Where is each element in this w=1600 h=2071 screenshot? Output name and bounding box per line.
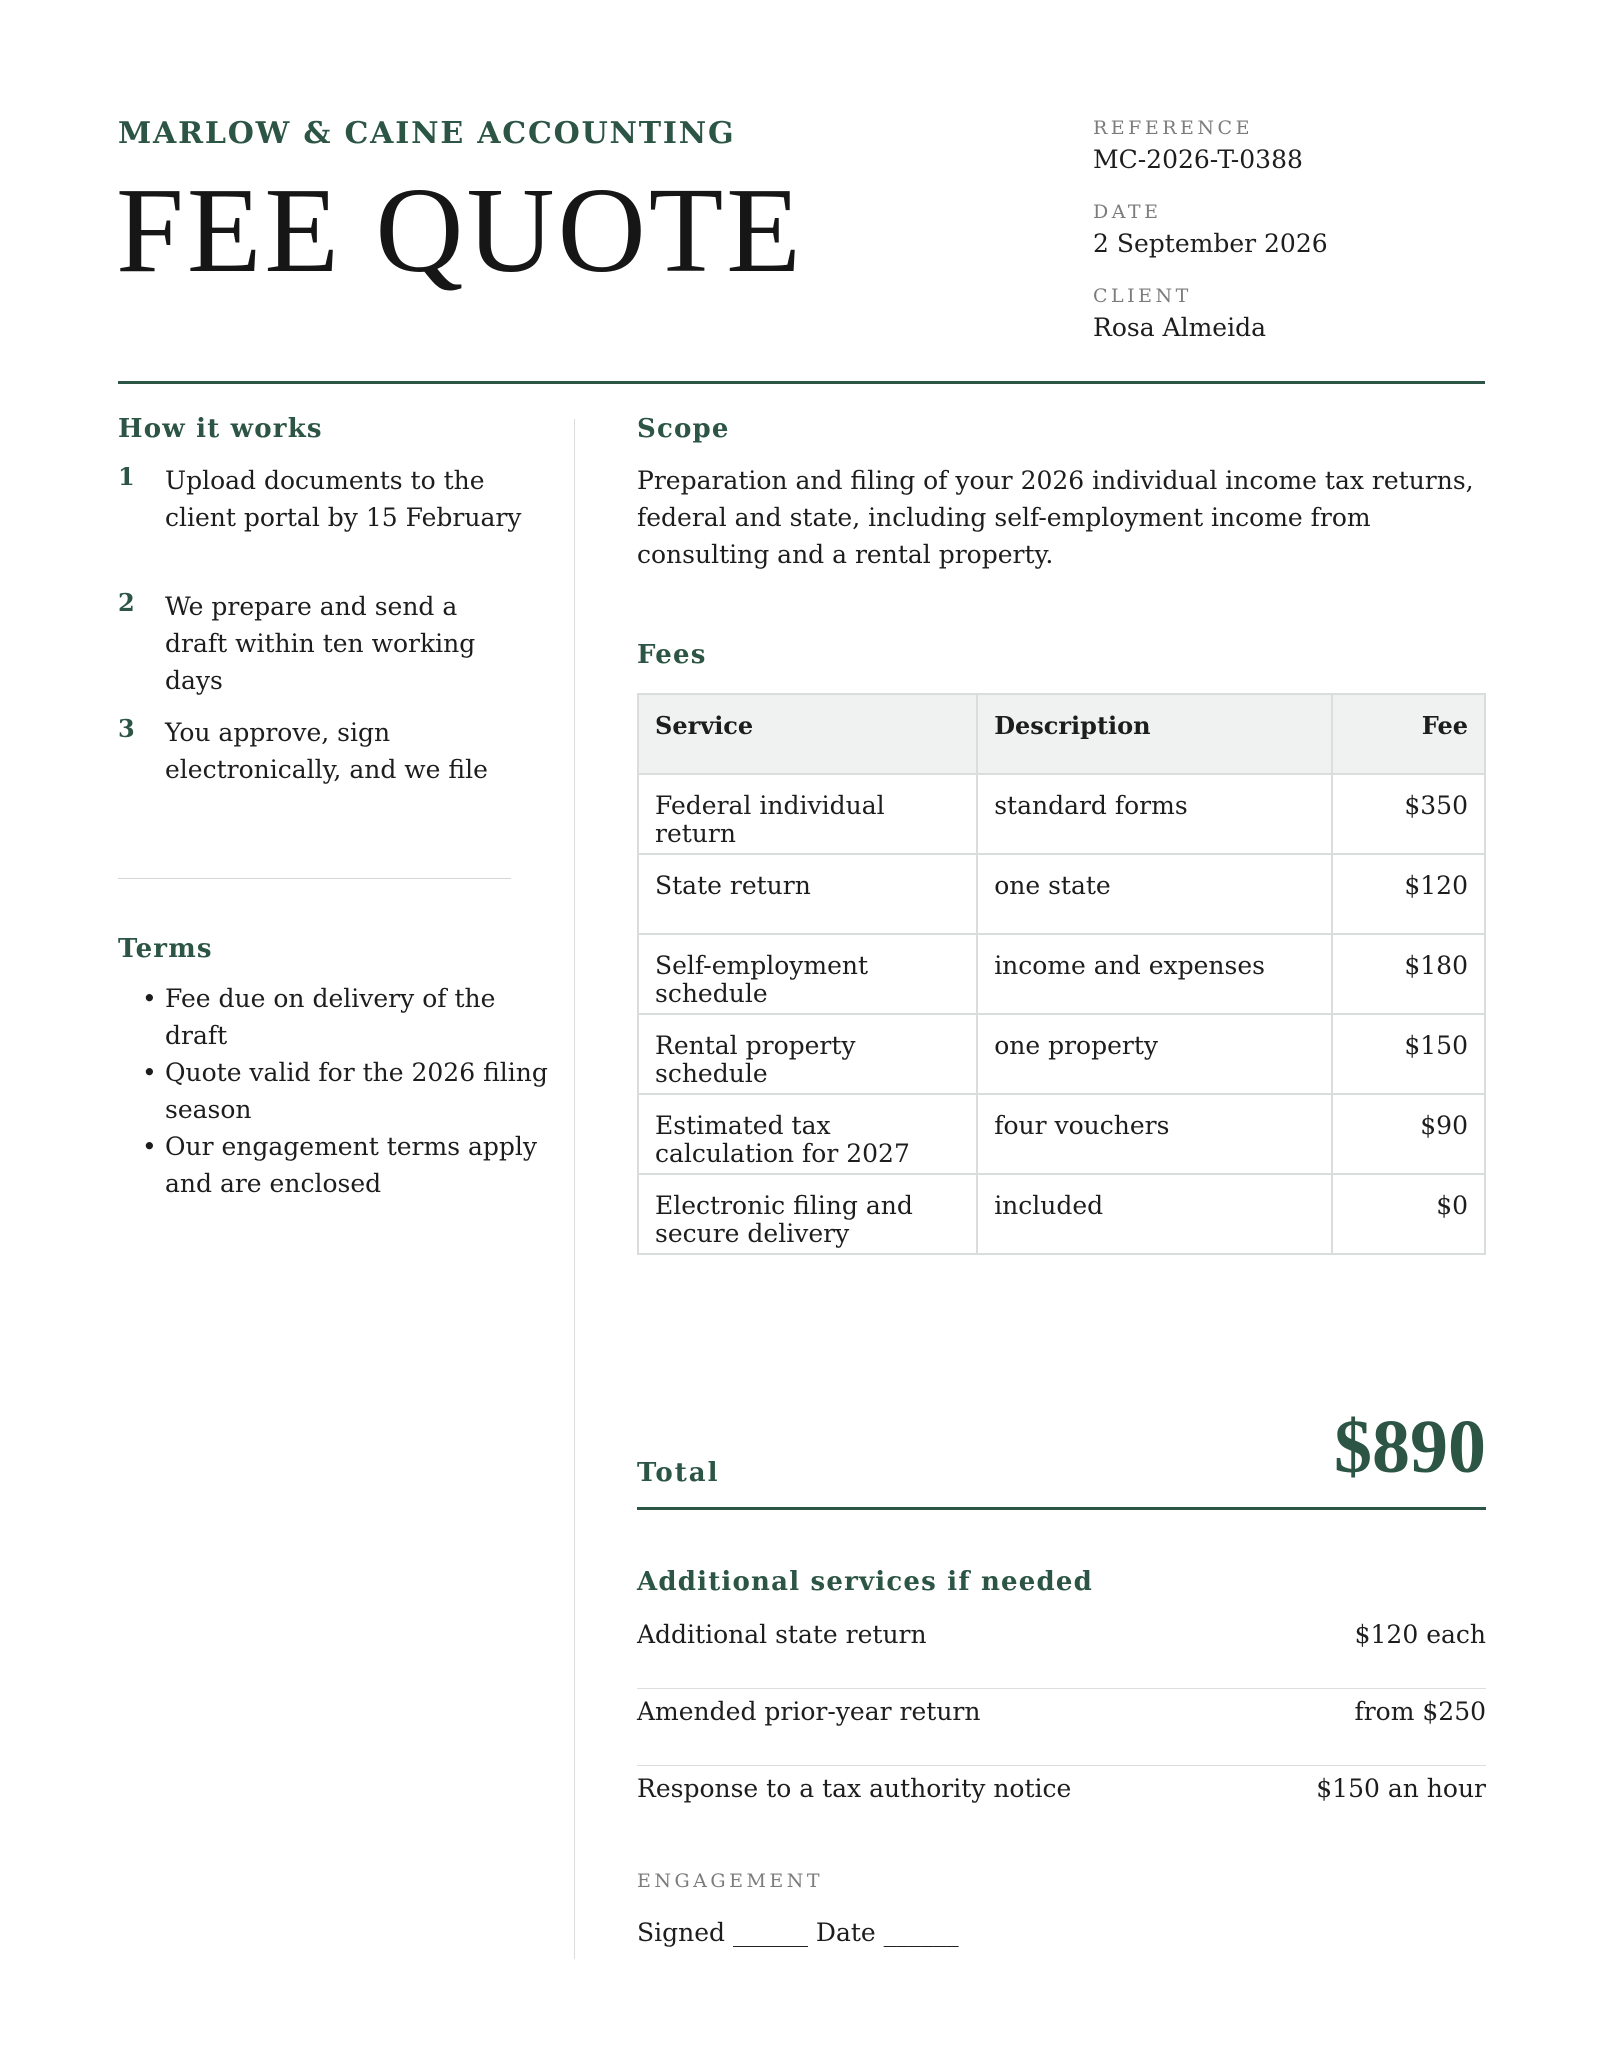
document-title: FEE QUOTE: [116, 163, 804, 298]
terms-heading: Terms: [118, 934, 213, 964]
step-number: 3: [118, 714, 135, 743]
service-cell: Self-employment schedule: [638, 934, 977, 1014]
fees-heading: Fees: [637, 640, 707, 670]
scope-heading: Scope: [637, 414, 730, 444]
description-cell: one property: [977, 1014, 1332, 1094]
client-block: [1093, 284, 1513, 346]
step-item: [118, 462, 538, 588]
firm-name: MARLOW & CAINE ACCOUNTING: [118, 116, 736, 151]
list-item: [637, 1612, 1486, 1689]
client-label: CLIENT: [1093, 285, 1192, 307]
table-row: [638, 1014, 1485, 1094]
terms-item-text: Our engagement terms apply and are enclosed: [165, 1132, 537, 1198]
additional-services-heading: Additional services if needed: [637, 1567, 1094, 1597]
list-item: [637, 1766, 1486, 1843]
total-divider: [637, 1507, 1486, 1510]
additional-service-name: Response to a tax authority notice: [637, 1774, 1072, 1803]
list-item: [637, 1689, 1486, 1766]
description-cell: one state: [977, 854, 1332, 934]
reference-value: MC-2026-T-0388: [1093, 145, 1303, 174]
bullet-icon: •: [142, 1058, 157, 1087]
terms-list: [118, 980, 548, 1202]
terms-item-text: Fee due on delivery of the draft: [165, 984, 496, 1050]
fee-cell: $350: [1332, 774, 1485, 854]
description-cell: four vouchers: [977, 1094, 1332, 1174]
additional-service-name: Amended prior-year return: [637, 1697, 981, 1726]
header-divider: [118, 381, 1485, 384]
fee-cell: $180: [1332, 934, 1485, 1014]
how-it-works-heading: How it works: [118, 414, 323, 444]
table-row: [638, 1174, 1485, 1254]
column-header-service: Service: [638, 694, 977, 774]
fee-cell: $120: [1332, 854, 1485, 934]
fee-cell: $90: [1332, 1094, 1485, 1174]
description-cell: standard forms: [977, 774, 1332, 854]
fee-cell: $0: [1332, 1174, 1485, 1254]
additional-service-name: Additional state return: [637, 1620, 927, 1649]
service-cell: Estimated tax calculation for 2027: [638, 1094, 977, 1174]
reference-block: [1093, 116, 1513, 178]
bullet-icon: •: [142, 1132, 157, 1161]
column-header-fee: Fee: [1332, 694, 1485, 774]
additional-service-price: from $250: [1354, 1697, 1486, 1726]
step-item: [118, 714, 538, 840]
additional-service-price: $120 each: [1354, 1620, 1486, 1649]
step-number: 2: [118, 588, 135, 617]
date-label: DATE: [1093, 201, 1162, 223]
column-header-description: Description: [977, 694, 1332, 774]
service-cell: Rental property schedule: [638, 1014, 977, 1094]
table-row: [638, 774, 1485, 854]
description-cell: included: [977, 1174, 1332, 1254]
client-value: Rosa Almeida: [1093, 313, 1267, 342]
date-value: 2 September 2026: [1093, 229, 1328, 258]
additional-services-list: [637, 1612, 1486, 1843]
scope-text: Preparation and filing of your 2026 individual income tax returns, federal and state, including self-employment income from consulting and a rental property.: [637, 466, 1474, 569]
service-cell: Federal individual return: [638, 774, 977, 854]
fees-table: [637, 693, 1486, 1255]
step-text: We prepare and send a draft within ten working days: [165, 592, 476, 695]
service-cell: Electronic filing and secure delivery: [638, 1174, 977, 1254]
terms-item: [118, 1128, 548, 1202]
total-amount: $890: [1334, 1405, 1486, 1489]
description-cell: income and expenses: [977, 934, 1332, 1014]
table-row: [638, 934, 1485, 1014]
table-header-row: [638, 694, 1485, 774]
table-row: [638, 1094, 1485, 1174]
signature-line: Signed ______ Date ______: [637, 1918, 959, 1947]
date-block: [1093, 200, 1513, 262]
bullet-icon: •: [142, 984, 157, 1013]
service-cell: State return: [638, 854, 977, 934]
additional-service-price: $150 an hour: [1316, 1774, 1486, 1803]
steps-list: [118, 462, 538, 840]
reference-label: REFERENCE: [1093, 117, 1253, 139]
step-number: 1: [118, 462, 135, 491]
step-text: Upload documents to the client portal by 15 February: [165, 466, 522, 532]
terms-item: [118, 1054, 548, 1128]
fee-cell: $150: [1332, 1014, 1485, 1094]
step-item: [118, 588, 538, 714]
column-divider: [574, 419, 575, 1959]
table-row: [638, 854, 1485, 934]
step-text: You approve, sign electronically, and we file: [165, 718, 488, 784]
terms-item-text: Quote valid for the 2026 filing season: [165, 1058, 548, 1124]
terms-item: [118, 980, 548, 1054]
total-label: Total: [637, 1458, 720, 1488]
engagement-label: ENGAGEMENT: [637, 1870, 824, 1892]
left-divider: [118, 878, 511, 879]
document-meta: [1093, 116, 1513, 368]
